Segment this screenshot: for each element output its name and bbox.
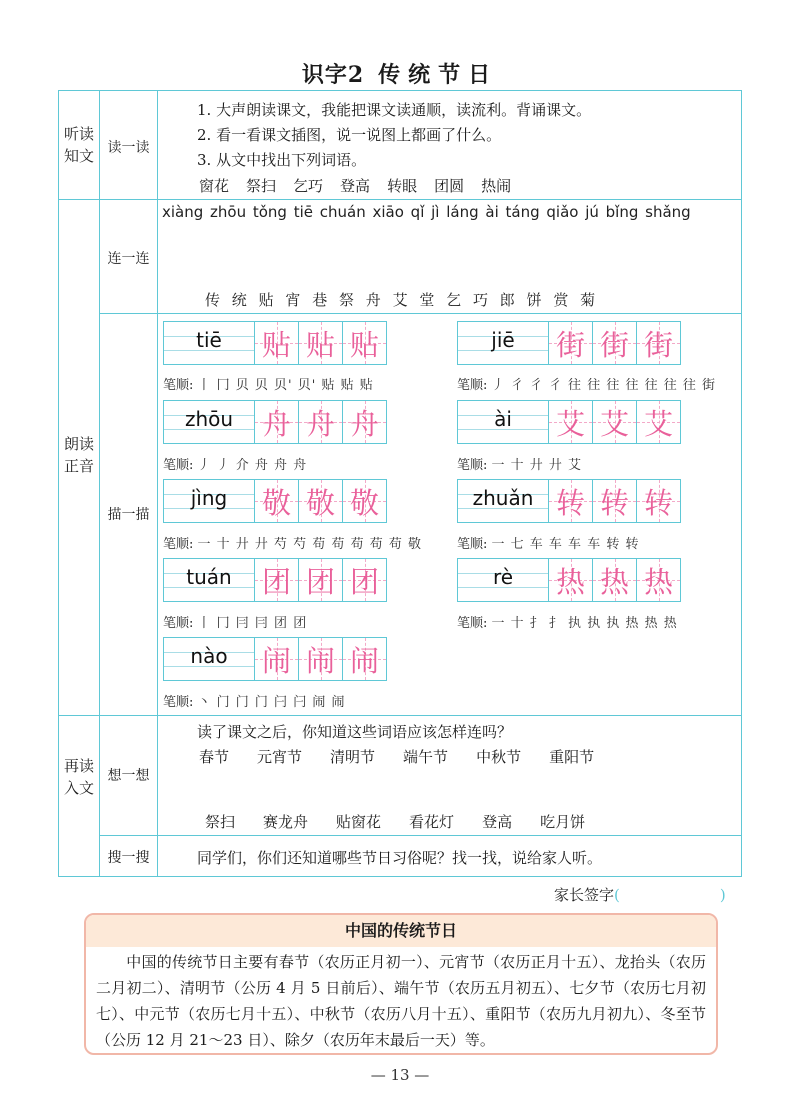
trace-box-jing [163, 479, 387, 523]
signature-label: 家长签字 [554, 886, 615, 904]
connect-char: 贴 [258, 291, 274, 309]
stroke-order-re: 笔顺: 一 十 扌 扌 执 执 执 热 热 热 [457, 616, 678, 631]
trace-char[interactable]: 热 [599, 564, 629, 599]
parent-signature: 家长签字( ) [554, 886, 726, 904]
trace-pinyin: zhōu [184, 407, 234, 431]
word: 团圆 [434, 177, 465, 195]
connect-char: 堂 [419, 291, 435, 309]
custom[interactable]: 登高 [482, 813, 513, 831]
trace-pinyin: jìng [190, 486, 228, 510]
connect-char: 乞 [446, 291, 462, 309]
trace-char[interactable]: 街 [555, 327, 585, 362]
connect-char: 赏 [553, 291, 569, 309]
trace-pinyin: ài [494, 407, 512, 431]
word: 祭扫 [246, 177, 277, 195]
trace-char[interactable]: 团 [305, 564, 335, 599]
read-line-3: 3. 从文中找出下列词语。 [197, 151, 367, 169]
connect-char: 宵 [285, 291, 301, 309]
trace-char[interactable]: 转 [555, 485, 585, 520]
festival[interactable]: 春节 [199, 748, 230, 766]
trace-box-ai [457, 400, 681, 444]
stroke-order-tuan: 笔顺: 丨 冂 冃 冃 团 团 [163, 616, 308, 631]
trace-box-jie [457, 321, 681, 365]
custom[interactable]: 吃月饼 [540, 813, 586, 831]
trace-char[interactable]: 敬 [261, 485, 291, 520]
trace-box-zhuan [457, 479, 681, 523]
connect-pinyin: xiàng zhōu tǒng tiē chuán xiāo qǐ jì láng ài táng qiǎo jú bǐng shǎng [162, 203, 691, 221]
connect-char: 舟 [365, 291, 381, 309]
sub-connect: 连一连 [107, 251, 150, 267]
word: 热闹 [481, 177, 512, 195]
section-pronounce: 朗读 正音 [63, 435, 94, 475]
custom[interactable]: 看花灯 [409, 813, 455, 831]
word: 窗花 [199, 177, 230, 195]
connect-char: 艾 [392, 291, 408, 309]
exercise-table [58, 90, 742, 877]
connect-char: 巷 [312, 291, 328, 309]
festival[interactable]: 中秋节 [476, 748, 522, 766]
trace-box-re [457, 558, 681, 602]
trace-char[interactable]: 热 [555, 564, 585, 599]
stroke-order-jie: 笔顺: 丿 彳 彳 彳 往 往 往 往 往 往 往 街 [457, 378, 716, 393]
custom[interactable]: 贴窗花 [336, 813, 382, 831]
read-words [199, 175, 528, 196]
trace-pinyin: tuán [186, 565, 232, 589]
word: 乞巧 [293, 177, 324, 195]
page-number: — 13 — [370, 1066, 430, 1084]
read-line-1: 1. 大声朗读课文，我能把课文读通顺，读流利。背诵课文。 [197, 101, 592, 119]
section-listen: 听读 知文 [63, 125, 94, 165]
trace-pinyin: nào [190, 644, 228, 668]
sub-read: 读一读 [107, 140, 150, 156]
connect-char: 统 [231, 291, 247, 309]
trace-char[interactable]: 敬 [305, 485, 335, 520]
connect-chars [205, 289, 607, 310]
info-box [84, 913, 718, 1055]
trace-char[interactable]: 舟 [261, 406, 291, 441]
connect-char: 巧 [472, 291, 488, 309]
trace-pinyin: jiē [491, 328, 515, 352]
trace-box-nao [163, 637, 387, 681]
connect-char: 郎 [499, 291, 515, 309]
stroke-order-tie: 笔顺: 丨 冂 贝 贝 贝' 贝' 贴 贴 贴 [163, 378, 374, 393]
info-body: 中国的传统节日主要有春节（农历正月初一）、元宵节（农历正月十五）、龙抬头（农历二月初二）、清明节（公历 4 月 5 日前后）、端午节（农历五月初五）、七夕节（农历七月初七）、中元节（农历七月十五）、中秋节（农历八月十五）、重阳节（农历九月初九）、冬至节（公历 12 月 21～23 日）、除夕（农历年末最后一天）等。 [96, 953, 706, 1049]
info-title: 中国的传统节日 [86, 915, 716, 947]
trace-char[interactable]: 舟 [305, 406, 335, 441]
stroke-order-jing: 笔顺: 一 十 廾 廾 芍 芍 苟 苟 苟 苟 苟 敬 [163, 537, 422, 552]
trace-char[interactable]: 街 [599, 327, 629, 362]
trace-box-zhou [163, 400, 387, 444]
trace-pinyin: zhuǎn [472, 486, 534, 510]
trace-char[interactable]: 团 [261, 564, 291, 599]
word: 登高 [340, 177, 371, 195]
title-prefix: 识字2 [301, 62, 365, 88]
custom[interactable]: 祭扫 [205, 813, 236, 831]
trace-char[interactable]: 艾 [643, 406, 673, 441]
festival[interactable]: 端午节 [403, 748, 449, 766]
trace-pinyin: tiē [196, 328, 222, 352]
connect-char: 祭 [338, 291, 354, 309]
custom[interactable]: 赛龙舟 [263, 813, 309, 831]
trace-char[interactable]: 贴 [305, 327, 335, 362]
trace-char[interactable]: 贴 [349, 327, 379, 362]
trace-box-tuan [163, 558, 387, 602]
stroke-order-nao: 笔顺: 丶 门 门 门 闩 闩 闹 闹 [163, 695, 346, 710]
search-text: 同学们，你们还知道哪些节日习俗呢？找一找，说给家人听。 [197, 849, 603, 867]
festival[interactable]: 清明节 [330, 748, 376, 766]
trace-char[interactable]: 热 [643, 564, 673, 599]
read-line-2: 2. 看一看课文插图，说一说图上都画了什么。 [197, 126, 502, 144]
trace-char[interactable]: 艾 [555, 406, 585, 441]
custom-list [205, 811, 602, 832]
connect-char: 饼 [526, 291, 542, 309]
festival-list [199, 746, 611, 767]
trace-box-tie [163, 321, 387, 365]
trace-char[interactable]: 贴 [261, 327, 291, 362]
sub-think: 想一想 [107, 768, 150, 784]
title-name: 传统节日 [378, 62, 499, 88]
trace-char[interactable]: 闹 [261, 643, 291, 678]
connect-char: 菊 [580, 291, 596, 309]
festival[interactable]: 重阳节 [549, 748, 595, 766]
word: 转眼 [387, 177, 418, 195]
page-title [0, 58, 800, 89]
stroke-order-zhou: 笔顺: 丿 丿 介 舟 舟 舟 [163, 458, 308, 473]
sub-search: 搜一搜 [107, 850, 150, 866]
trace-char[interactable]: 敬 [349, 485, 379, 520]
sub-trace: 描一描 [107, 507, 150, 523]
trace-char[interactable]: 舟 [349, 406, 379, 441]
stroke-order-zhuan: 笔顺: 一 七 车 车 车 车 转 转 [457, 537, 640, 552]
trace-char[interactable]: 艾 [599, 406, 629, 441]
trace-pinyin: rè [492, 565, 514, 589]
section-reread: 再读 入文 [63, 757, 94, 797]
festival[interactable]: 元宵节 [257, 748, 303, 766]
trace-char[interactable]: 街 [643, 327, 673, 362]
trace-char[interactable]: 转 [599, 485, 629, 520]
trace-char[interactable]: 闹 [349, 643, 379, 678]
trace-char[interactable]: 闹 [305, 643, 335, 678]
connect-char: 传 [205, 291, 221, 309]
think-question: 读了课文之后，你知道这些词语应该怎样连吗？ [197, 723, 513, 741]
trace-char[interactable]: 团 [349, 564, 379, 599]
stroke-order-ai: 笔顺: 一 十 廾 廾 艾 [457, 458, 583, 473]
trace-char[interactable]: 转 [643, 485, 673, 520]
